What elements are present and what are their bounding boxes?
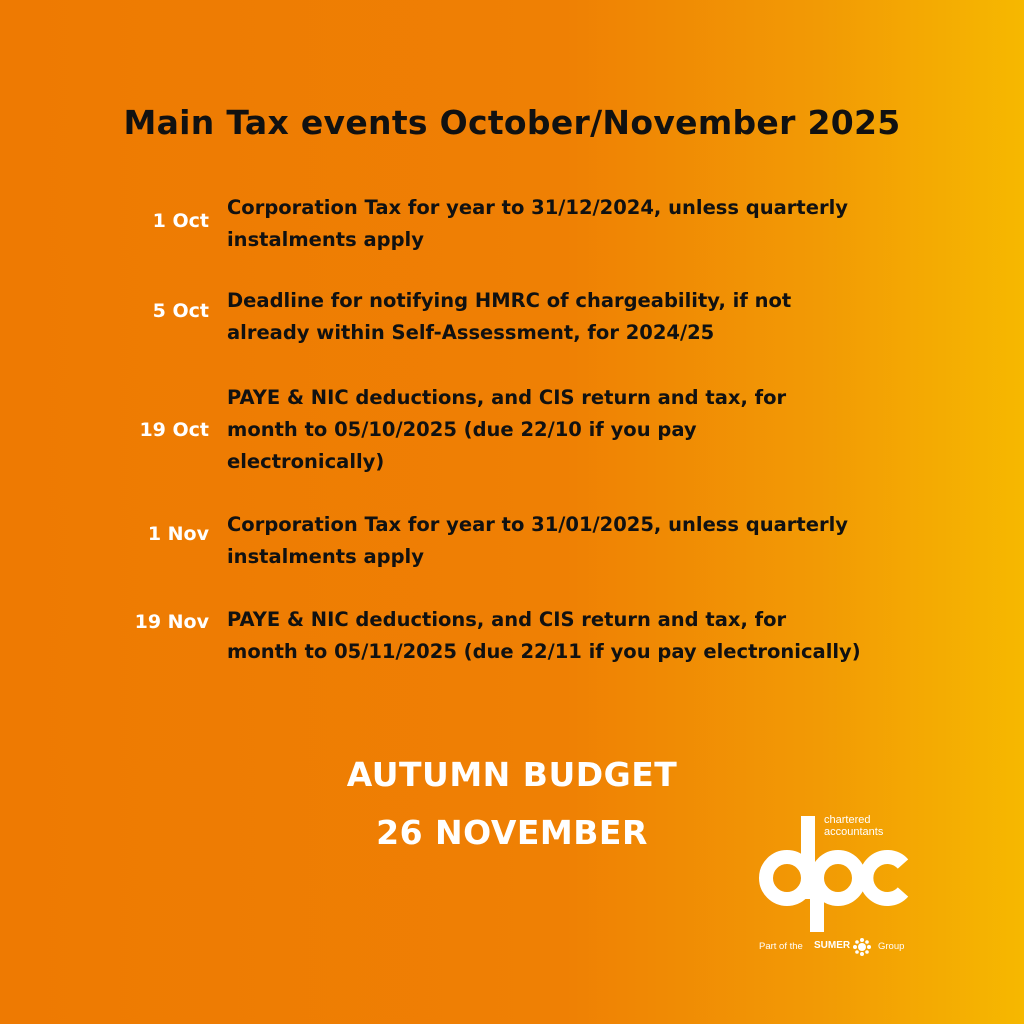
event-description-line: instalments apply (227, 228, 424, 251)
event-description-line: already within Self-Assessment, for 2024/25 (227, 321, 715, 344)
budget-heading: AUTUMN BUDGET (346, 755, 678, 794)
event-description-line: month to 05/11/2025 (due 22/11 if you pay electronically) (227, 640, 861, 663)
logo-group-name: SUMER (814, 940, 851, 951)
page-title: Main Tax events October/November 2025 (123, 103, 901, 142)
event-description-line: electronically) (227, 450, 385, 473)
event-description-line: month to 05/10/2025 (due 22/10 if you pay (227, 418, 697, 441)
event-date: 19 Nov (134, 611, 209, 633)
event-description (227, 382, 917, 478)
event-description (227, 604, 917, 668)
event-description-line: instalments apply (227, 545, 424, 568)
event-date: 5 Oct (152, 300, 209, 322)
budget-date: 26 NOVEMBER (376, 813, 648, 852)
logo-tagline-chartered: chartered (824, 814, 871, 826)
event-description-line: Corporation Tax for year to 31/12/2024, unless quarterly (227, 196, 848, 219)
event-description-line: Deadline for notifying HMRC of chargeability, if not (227, 289, 792, 312)
event-description-line: PAYE & NIC deductions, and CIS return and tax, for (227, 386, 787, 409)
event-date: 1 Nov (147, 523, 209, 545)
event-description-line: PAYE & NIC deductions, and CIS return and tax, for (227, 608, 787, 631)
event-date: 19 Oct (139, 419, 209, 441)
event-date: 1 Oct (152, 210, 209, 232)
logo-group-prefix: Part of the (759, 941, 803, 952)
event-description (227, 509, 917, 573)
logo-tagline-accountants: accountants (824, 826, 884, 838)
event-description-line: Corporation Tax for year to 31/01/2025, unless quarterly (227, 513, 848, 536)
event-description (227, 285, 917, 349)
dpc-logo (752, 812, 922, 962)
logo-group-suffix: Group (878, 941, 905, 952)
event-description (227, 192, 917, 256)
